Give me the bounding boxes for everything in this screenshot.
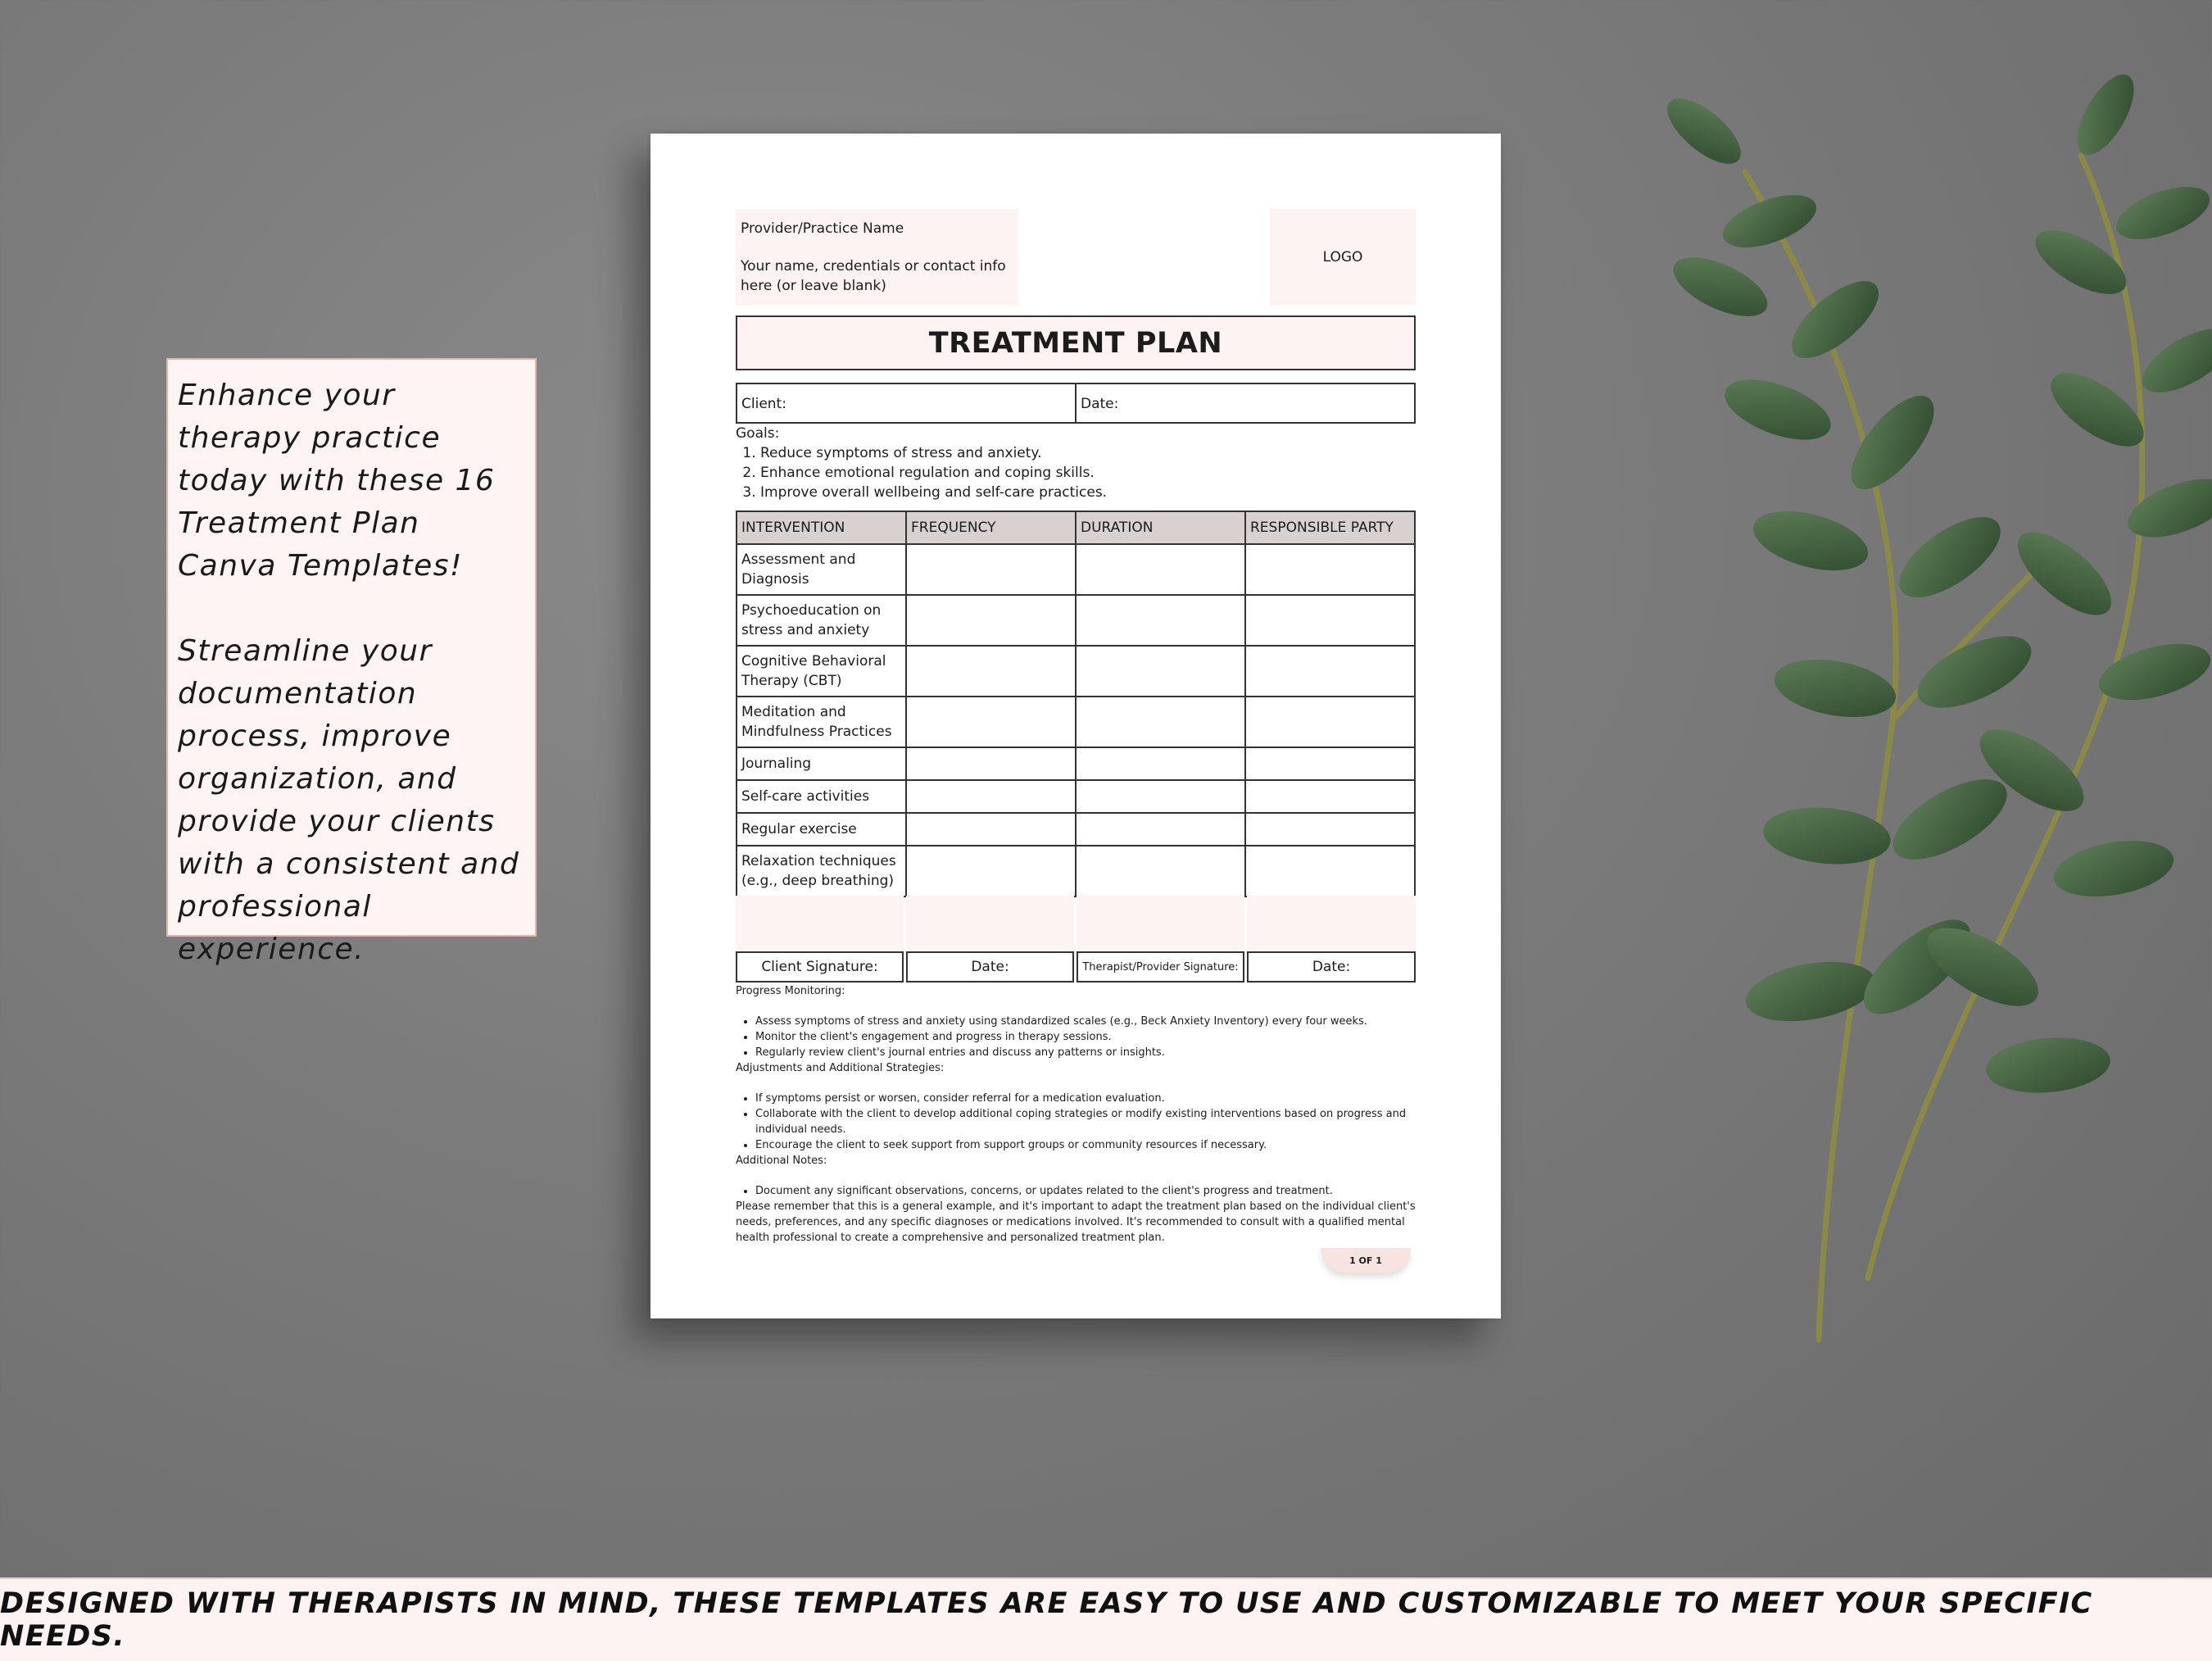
table-row bbox=[737, 780, 1415, 813]
list-item: • Collaborate with the client to develop additional coping strategies or modify existing interventions based on progress and individual needs. bbox=[755, 1106, 1416, 1137]
column-header: DURATION bbox=[1076, 511, 1245, 544]
progress-label: Progress Monitoring: bbox=[736, 985, 845, 997]
intervention-cell: Cognitive Behavioral Therapy (CBT) bbox=[737, 646, 906, 697]
client-date-label: Date: bbox=[906, 951, 1074, 983]
goal-item: 2. Enhance emotional regulation and coping skills. bbox=[760, 463, 1416, 483]
closing-text: Please remember that this is a general example, and it's important to adapt the treatment plan based on the individual client's needs, preferences, and any specific diagnoses or medications involved. It's recommended to consult with a qualified mental health professional to create a comprehensive and personalized treatment plan. bbox=[736, 1200, 1416, 1244]
intervention-cell: Psychoeducation on stress and anxiety bbox=[737, 595, 906, 646]
signature-space bbox=[906, 896, 1074, 950]
treatment-plan-sheet bbox=[650, 134, 1501, 1318]
intervention-table bbox=[736, 511, 1416, 897]
signature-space bbox=[1247, 896, 1416, 950]
list-item: • Encourage the client to seek support from support groups or community resources if necessary. bbox=[755, 1137, 1416, 1153]
eucalyptus-branch-icon bbox=[1622, 49, 2212, 1377]
goals-section bbox=[736, 424, 1416, 502]
intervention-cell: Regular exercise bbox=[737, 813, 906, 846]
notes-label: Additional Notes: bbox=[736, 1155, 827, 1167]
column-header: INTERVENTION bbox=[737, 511, 906, 544]
signature-space bbox=[736, 896, 904, 950]
list-item: • If symptoms persist or worsen, consider referral for a medication evaluation. bbox=[755, 1091, 1416, 1106]
logo-placeholder: LOGO bbox=[1270, 209, 1416, 306]
signature-space bbox=[1077, 896, 1244, 950]
date-label: Date: bbox=[1081, 396, 1119, 412]
footer-banner: DESIGNED WITH THERAPISTS IN MIND, THESE TEMPLATES ARE EASY TO USE AND CUSTOMIZABLE TO MEET YOUR SPECIFIC NEEDS. bbox=[0, 1577, 2212, 1661]
goals-label: Goals: bbox=[736, 425, 780, 442]
intervention-cell: Relaxation techniques (e.g., deep breathing) bbox=[737, 846, 906, 896]
column-header: FREQUENCY bbox=[906, 511, 1076, 544]
intervention-cell: Assessment and Diagnosis bbox=[737, 544, 906, 595]
column-header: RESPONSIBLE PARTY bbox=[1245, 511, 1415, 544]
client-label: Client: bbox=[737, 384, 1077, 422]
table-row bbox=[737, 813, 1415, 846]
list-item: • Monitor the client's engagement and progress in therapy sessions. bbox=[755, 1029, 1416, 1045]
list-item: • Regularly review client's journal entries and discuss any patterns or insights. bbox=[755, 1045, 1416, 1060]
provider-label: Provider/Practice Name bbox=[741, 220, 904, 237]
client-signature-label: Client Signature: bbox=[736, 951, 904, 983]
intervention-cell: Meditation and Mindfulness Practices bbox=[737, 697, 906, 747]
table-row bbox=[737, 846, 1415, 896]
list-item: • Assess symptoms of stress and anxiety using standardized scales (e.g., Beck Anxiety Inventory) every four weeks. bbox=[755, 1014, 1416, 1029]
list-item: • Document any significant observations, concerns, or updates related to the client's progress and treatment. bbox=[755, 1183, 1416, 1199]
intervention-cell: Self-care activities bbox=[737, 780, 906, 813]
promo-paragraph-2: Streamline your documentation process, improve organization, and provide your clients with a consistent and professional experience. bbox=[178, 634, 520, 966]
intervention-cell: Journaling bbox=[737, 747, 906, 780]
promo-card bbox=[166, 358, 537, 966]
provider-box bbox=[736, 209, 1018, 306]
page-number: 1 OF 1 bbox=[1321, 1248, 1411, 1273]
table-row bbox=[737, 544, 1415, 595]
adjust-label: Adjustments and Additional Strategies: bbox=[736, 1062, 945, 1074]
table-row bbox=[737, 697, 1415, 747]
notes-section bbox=[736, 983, 1416, 1246]
table-row bbox=[737, 646, 1415, 697]
promo-paragraph-1: Enhance your therapy practice today with these 16 Treatment Plan Canva Templates! bbox=[178, 379, 496, 583]
table-row bbox=[737, 747, 1415, 780]
table-row bbox=[737, 595, 1415, 646]
goal-item: 1. Reduce symptoms of stress and anxiety. bbox=[760, 443, 1416, 463]
provider-info: Your name, credentials or contact info here (or leave blank) bbox=[741, 258, 1006, 294]
goal-item: 3. Improve overall wellbeing and self-care practices. bbox=[760, 483, 1416, 502]
therapist-date-label: Date: bbox=[1247, 951, 1416, 983]
therapist-signature-label: Therapist/Provider Signature: bbox=[1077, 951, 1244, 983]
client-date-row bbox=[736, 383, 1416, 424]
document-title: TREATMENT PLAN bbox=[736, 315, 1416, 370]
